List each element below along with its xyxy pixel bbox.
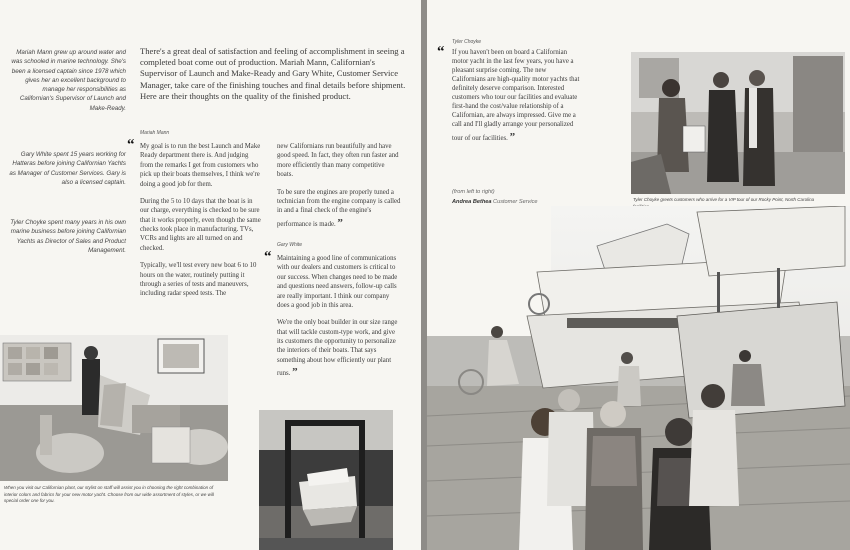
team-heading: (from left to right) xyxy=(452,189,495,195)
quote-open-icon: “ xyxy=(264,249,272,265)
middle-column xyxy=(277,142,401,239)
mariah-column xyxy=(140,142,262,307)
gary-paragraph: We're the only boat builder in our size range that will tackle custom-type work, and give its customers the opportunity to personalize the interiors of their boats. That says something about how efficiently our plant runs. ” xyxy=(277,319,398,379)
gary-label: Gary White xyxy=(277,242,303,248)
right-page xyxy=(427,0,850,550)
middle-paragraph: To be sure the engines are properly tuned a technician from the engine company is called in and a final check of the engine's performance is made. ” xyxy=(277,188,401,229)
quote-close-icon: ” xyxy=(337,216,343,229)
caption-design-room: When you visit our Californian plant, our stylist on staff will assist you in choosing the right combination of interior colors and fabrics for your new motor yacht. Choose from our wide assortment of styles, or we will special order one for you. xyxy=(4,485,214,504)
middle-paragraph: new Californians run beautifully and have good speed. In fact, they often run faster and more efficiently than many competitive boats. xyxy=(277,143,399,179)
caption-vip-tour: Tyler Choyke greets customers who arrive for a VIP tour of our Rocky Point, North Carolina xyxy=(633,197,815,202)
mariah-paragraph: During the 5 to 10 days that the boat is in our charge, everything is checked to be sure that it works properly, even though the same checks took place in manufacturing. TVs, VCRs and lights are all turned on and checked. xyxy=(140,197,261,252)
quote-open-icon: “ xyxy=(127,137,135,153)
mariah-paragraph: Typically, we'll test every new boat 6 to 10 hours on the water, routinely putting it through a series of tests and maneuvers, including radar speed tests. The xyxy=(140,262,257,298)
mariah-label: Mariah Mann xyxy=(140,130,170,136)
team-member: Andrea Bethea Customer Service xyxy=(452,198,538,205)
bio-gary: Gary White spent 15 years working for Hatteras before joining Californian Yachts as Manager of Customer Services. Gary is also a licensed captain. xyxy=(9,151,126,186)
quote-open-icon: “ xyxy=(437,44,445,60)
intro-text: There's a great deal of satisfaction and feeling of accomplishment in seeing a completed boat come out of production. Mariah Mann, Californian's Supervisor of Launch and Make-Ready and Gary White, Customer Service Manager, take care of the finishing touches and final details before shipment. Here are their thoughts on the quality of the finished product. xyxy=(140,46,406,101)
left-page xyxy=(0,0,421,550)
bio-tyler: Tyler Choyke spent many years in his own marine business before joining Californian Yachts as Director of Sales and Product Management. xyxy=(10,219,126,254)
mariah-paragraph: My goal is to run the best Launch and Make Ready department there is. And judging from the remarks I get from customers who pick up their boats themselves, I think we're doing a good job for them. xyxy=(140,143,261,188)
vip-tour-photo xyxy=(631,52,845,194)
quote-close-icon: ” xyxy=(509,130,516,143)
design-room-photo xyxy=(0,335,228,481)
bio-mariah: Mariah Mann grew up around water and was schooled in marine technology. She's been a licensed captain since 1978 which gives her an excellent background to manage her responsibilities as Californian's Supervisor of Launch and Make-Ready. xyxy=(11,49,126,112)
tyler-label: Tyler Choyke xyxy=(452,39,482,45)
tyler-text: If you haven't been on board a Californian motor yacht in the last few years, you have a pleasant surprise coming. The new Californians are high-quality motor yachts that definitely deserve comparison. Interested customers who tour our facilities and evaluate first-hand the cost/value relationship of a Californian, are always impressed. Give me a call and I'll gladly arrange your personalized tour of our facilities. ” xyxy=(452,49,580,143)
quote-close-icon: ” xyxy=(292,366,298,379)
gary-paragraph: Maintaining a good line of communications with our dealers and customers is critical to our success. When changes need to be made and questions need answers, follow-up calls are really important. I think our company does a good job in this area. xyxy=(277,255,398,309)
gary-column xyxy=(277,254,401,388)
travel-lift-photo xyxy=(259,410,393,550)
team-yacht-photo xyxy=(427,206,850,550)
